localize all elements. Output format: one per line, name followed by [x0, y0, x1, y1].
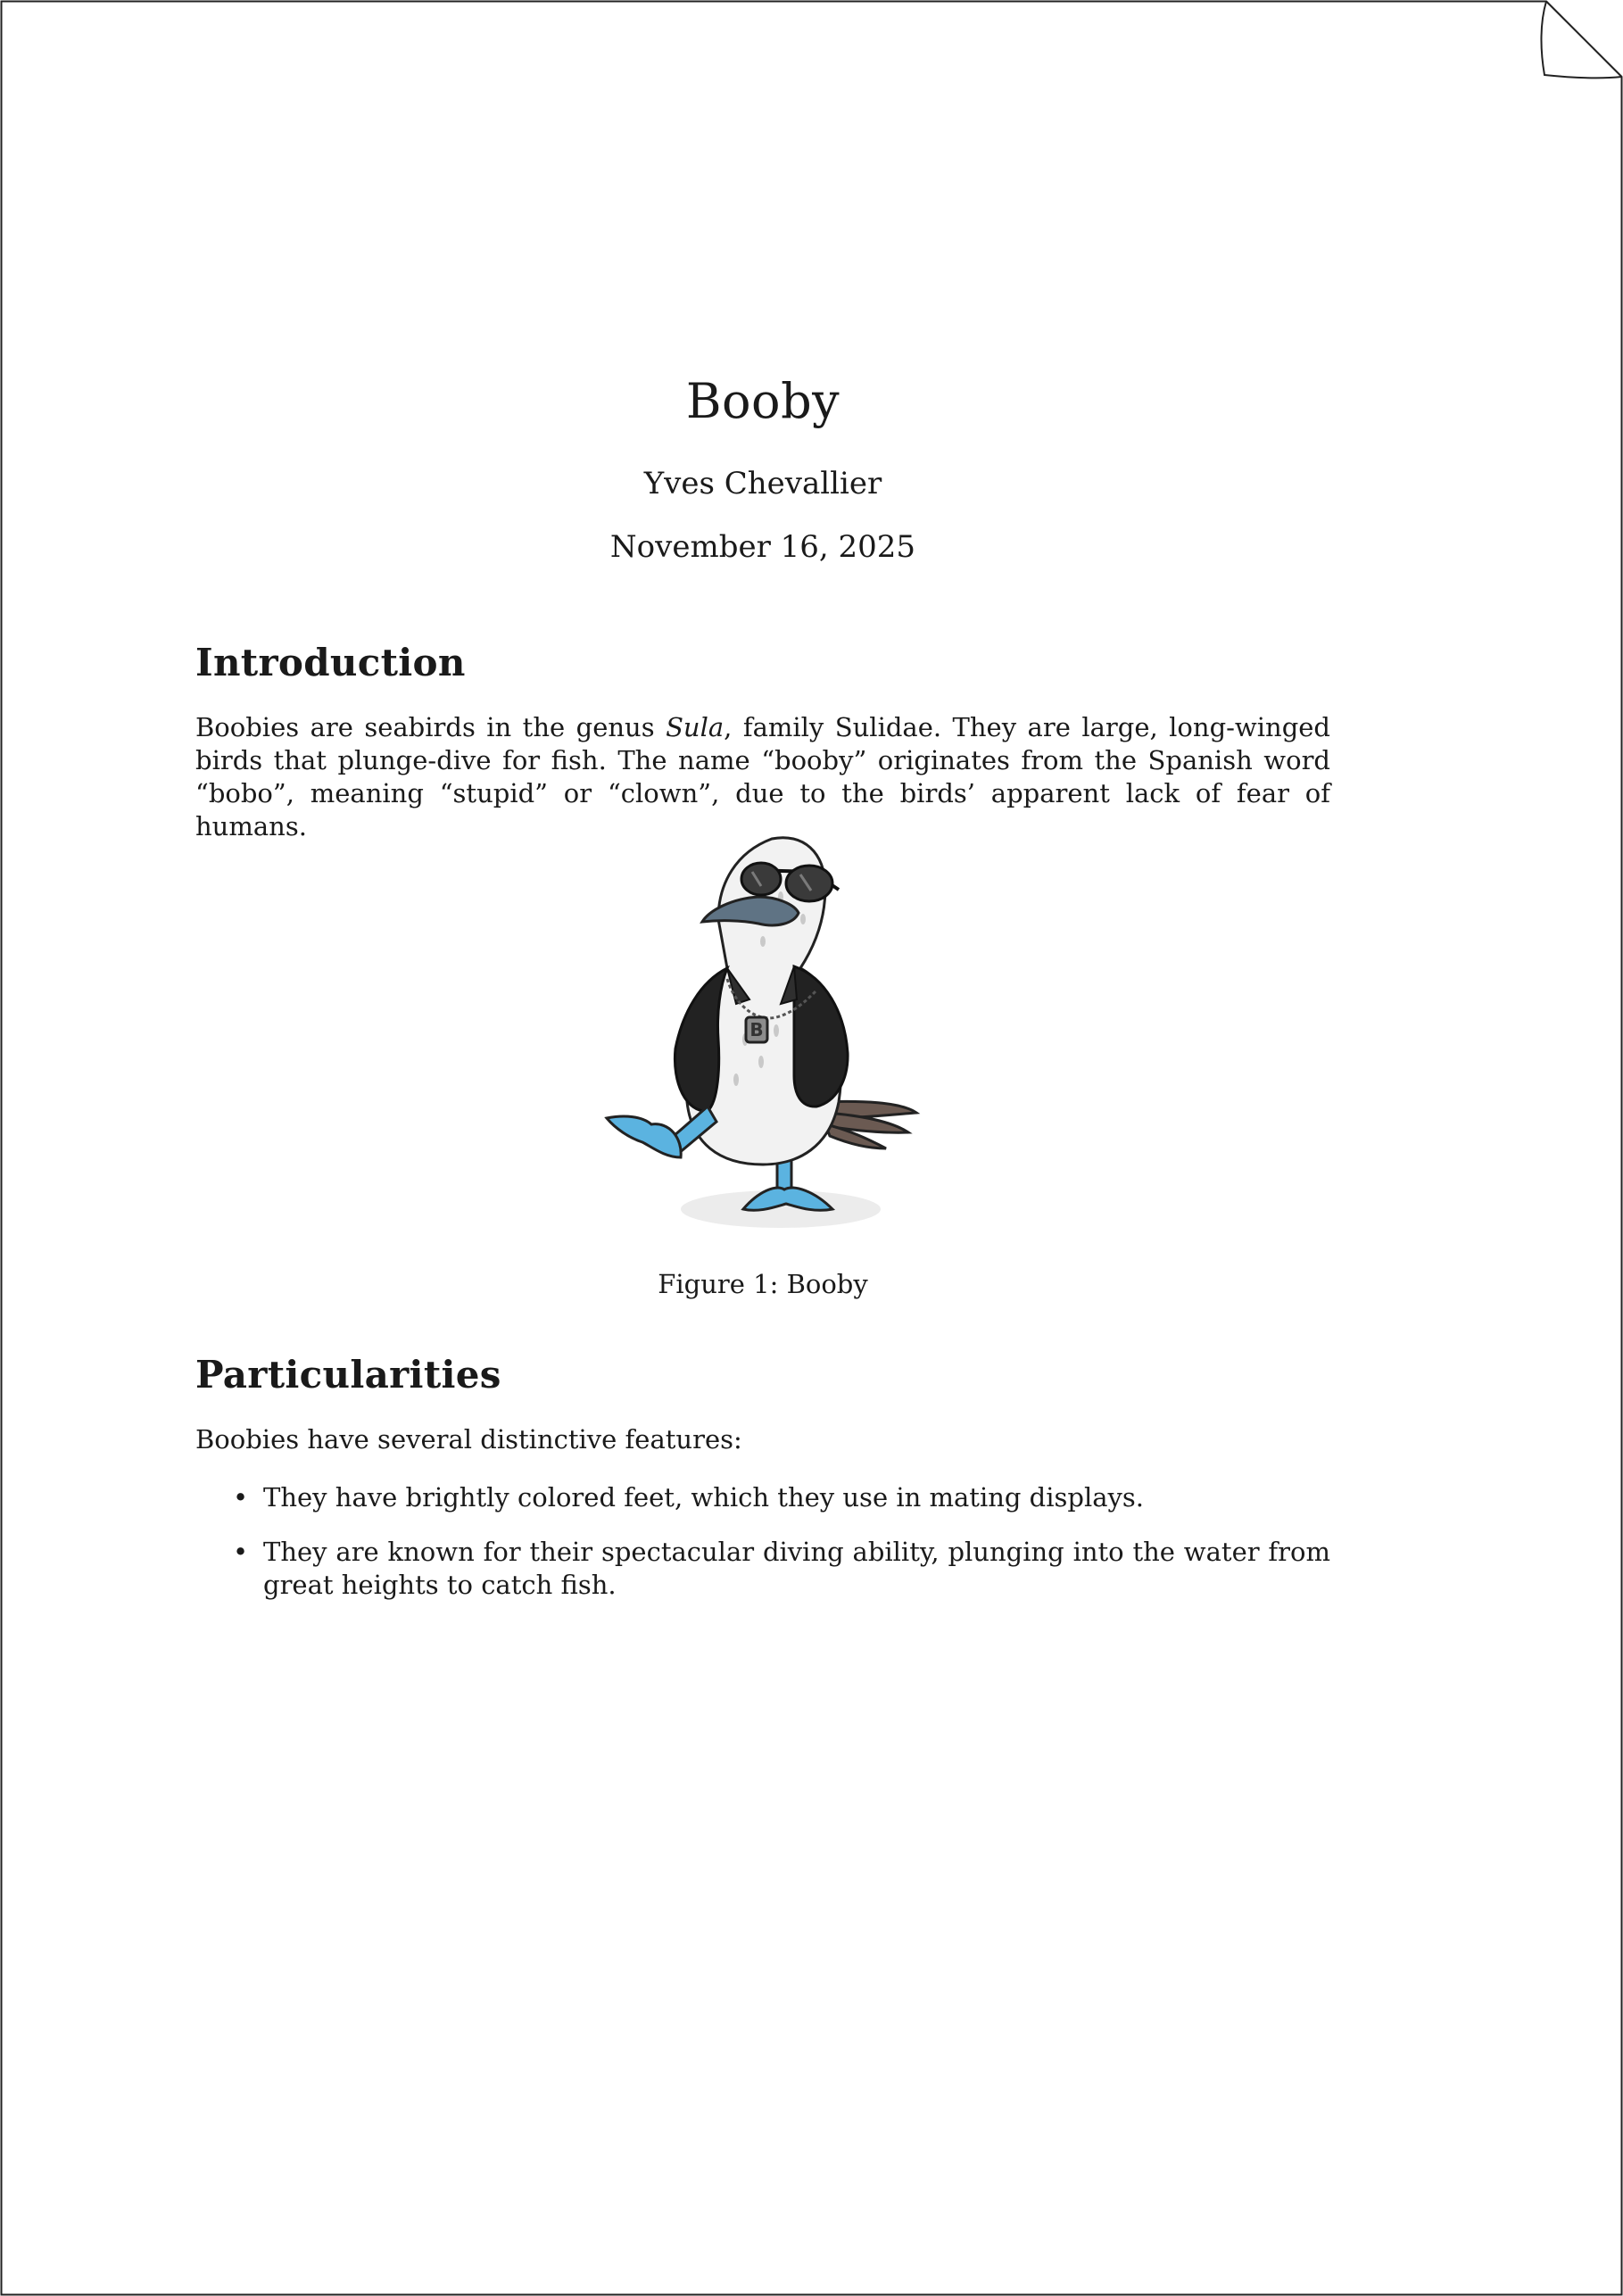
pendant-letter: B [749, 1019, 764, 1040]
section-heading-particularities: Particularities [195, 1353, 501, 1397]
features-list [195, 1481, 1330, 1623]
page-curl-icon [1541, 2, 1621, 79]
genus-name: Sula [666, 712, 725, 742]
page-title: Booby [685, 373, 840, 429]
list-item [195, 1481, 1330, 1514]
list-item [195, 1536, 1330, 1602]
figure-caption: Figure 1: Booby [658, 1269, 868, 1299]
beak [702, 897, 799, 925]
list-item-text: They have brightly colored feet, which they use in mating displays. [263, 1482, 1145, 1513]
section-heading-introduction: Introduction [195, 641, 466, 684]
particularities-paragraph: Boobies have several distinctive features: [195, 1424, 742, 1455]
date: November 16, 2025 [609, 529, 916, 565]
author: Yves Chevallier [643, 466, 882, 501]
booby-illustration [602, 834, 923, 1236]
pendant [746, 1017, 767, 1042]
introduction-paragraph [195, 711, 1330, 843]
bullet-icon: • [233, 1482, 249, 1513]
figure [195, 834, 1330, 1236]
kicking-foot [607, 1107, 716, 1157]
paragraph-text: Boobies are seabirds in the genus [195, 712, 667, 742]
bullet-icon: • [233, 1537, 249, 1567]
paragraph-text: , family Sulidae. They are large, long-winged birds that plunge-dive for fish. The name “booby” originates from the Spanish word “bobo”, meaning “stupid” or “clown”, due to the birds’ apparent lack of fear of humans. [195, 712, 1330, 841]
jacket-right [794, 966, 848, 1107]
list-item-text: They are known for their spectacular diving ability, plunging into the water from great heights to catch fish. [263, 1537, 1330, 1600]
